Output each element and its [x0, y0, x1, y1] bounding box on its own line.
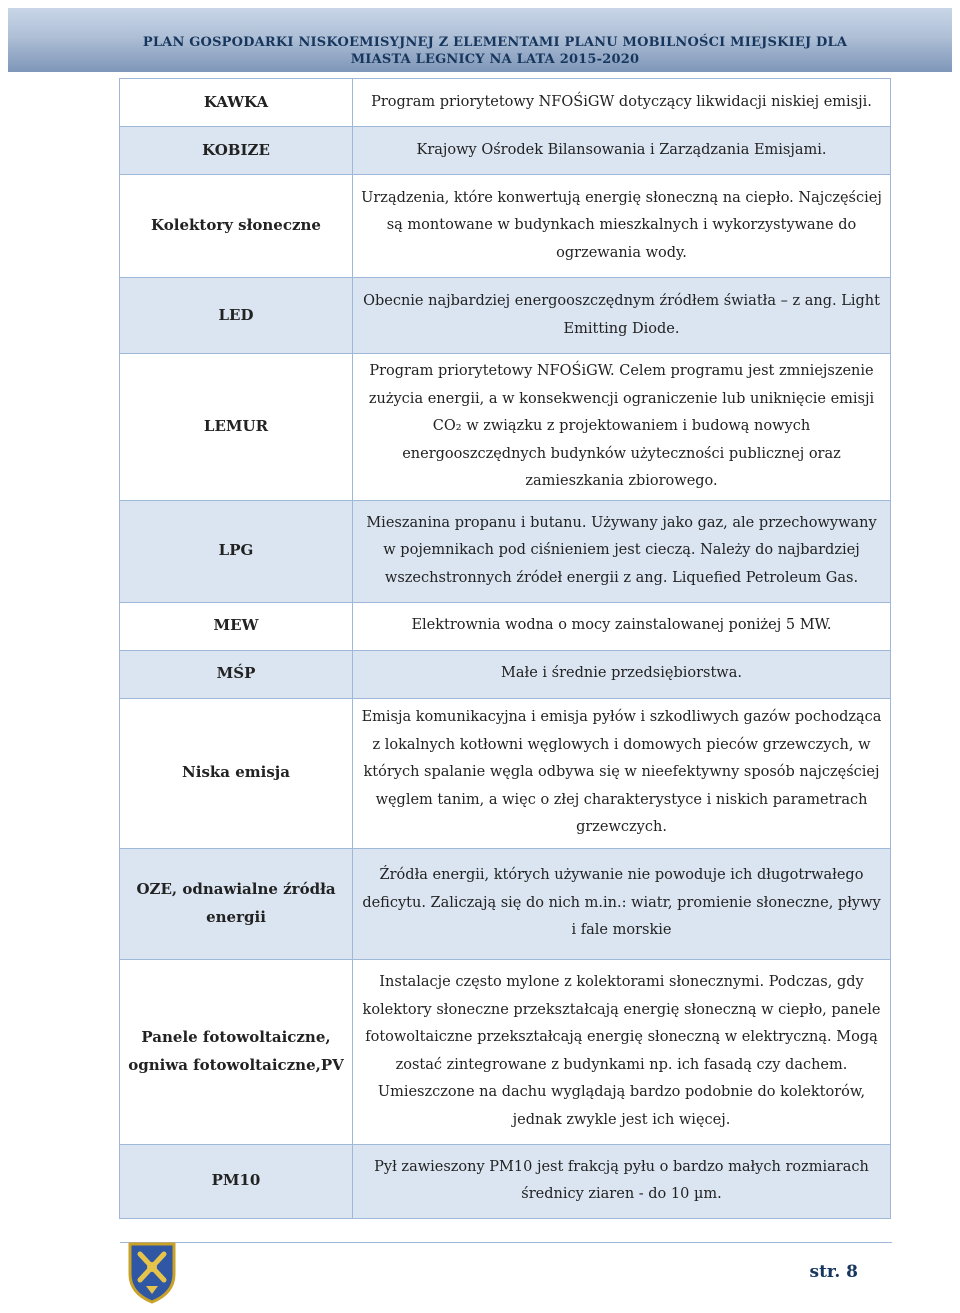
table-row: [120, 175, 891, 278]
definition-cell: Pył zawieszony PM10 jest frakcją pyłu o bardzo małych rozmiarach średnicy ziaren - do 10 µm.: [353, 1144, 891, 1218]
term-cell: Panele fotowoltaiczne, ogniwa fotowoltaiczne,PV: [120, 959, 353, 1144]
definition-cell: Elektrownia wodna o mocy zainstalowanej poniżej 5 MW.: [353, 602, 891, 650]
term-cell: Kolektory słoneczne: [120, 175, 353, 278]
table-row: [120, 650, 891, 698]
term-cell: MEW: [120, 602, 353, 650]
table-row: [120, 698, 891, 848]
definition-cell: Instalacje często mylone z kolektorami słonecznymi. Podczas, gdy kolektory słoneczne przekształcają energię słoneczną w ciepło, panele fotowoltaiczne przekształcają energię słoneczną w elektryczną. Mogą zostać zintegrowane z budynkami np. ich fasadą czy dachem. Umieszczone na dachu wyglądają bardzo podobnie do kolektorów, jednak zwykle jest ich więcej.: [353, 959, 891, 1144]
table-row: [120, 127, 891, 175]
term-cell: OZE, odnawialne źródła energii: [120, 848, 353, 959]
table-row: [120, 500, 891, 602]
page-number: str. 8: [809, 1262, 858, 1282]
term-cell: LED: [120, 278, 353, 354]
term-cell: Niska emisja: [120, 698, 353, 848]
term-cell: PM10: [120, 1144, 353, 1218]
definition-cell: Program priorytetowy NFOŚiGW. Celem programu jest zmniejszenie zużycia energii, a w konsekwencji ograniczenie lub uniknięcie emisji CO₂ w związku z projektowaniem i budową nowych energooszczędnych budynków użyteczności publicznej oraz zamieszkania zbiorowego.: [353, 354, 891, 501]
term-cell: MŚP: [120, 650, 353, 698]
term-cell: KAWKA: [120, 79, 353, 127]
definition-cell: Krajowy Ośrodek Bilansowania i Zarządzania Emisjami.: [353, 127, 891, 175]
document-title-line2: MIASTA LEGNICY NA LATA 2015-2020: [350, 52, 640, 67]
table-row: [120, 848, 891, 959]
definition-cell: Mieszanina propanu i butanu. Używany jako gaz, ale przechowywany w pojemnikach pod ciśnieniem jest cieczą. Należy do najbardziej wszechstronnych źródeł energii z ang. Liquefied Petroleum Gas.: [353, 500, 891, 602]
footer-divider: [120, 1242, 892, 1243]
definition-cell: Program priorytetowy NFOŚiGW dotyczący likwidacji niskiej emisji.: [353, 79, 891, 127]
term-cell: LPG: [120, 500, 353, 602]
document-title-line1: PLAN GOSPODARKI NISKOEMISYJNEJ Z ELEMENTAMI PLANU MOBILNOŚCI MIEJSKIEJ DLA: [142, 35, 848, 50]
definition-cell: Emisja komunikacyjna i emisja pyłów i szkodliwych gazów pochodząca z lokalnych kotłowni węglowych i domowych pieców grzewczych, w których spalanie węgla odbywa się w nieefektywny sposób najczęściej węglem tanim, a więc o złej charakterystyce i niskich parametrach grzewczych.: [353, 698, 891, 848]
term-cell: KOBIZE: [120, 127, 353, 175]
table-row: [120, 602, 891, 650]
term-cell: LEMUR: [120, 354, 353, 501]
table-row: [120, 1144, 891, 1218]
definition-cell: Małe i średnie przedsiębiorstwa.: [353, 650, 891, 698]
table-row: [120, 278, 891, 354]
city-coat-of-arms-icon: [126, 1240, 178, 1304]
table-row: [120, 79, 891, 127]
document-title: [0, 34, 960, 68]
definition-cell: Urządzenia, które konwertują energię słoneczną na ciepło. Najczęściej są montowane w budynkach mieszkalnych i wykorzystywane do ogrzewania wody.: [353, 175, 891, 278]
table-row: [120, 354, 891, 501]
table-row: [120, 959, 891, 1144]
glossary-table: [119, 78, 891, 1219]
definition-cell: Obecnie najbardziej energooszczędnym źródłem światła – z ang. Light Emitting Diode.: [353, 278, 891, 354]
definition-cell: Źródła energii, których używanie nie powoduje ich długotrwałego deficytu. Zaliczają się do nich m.in.: wiatr, promienie słoneczne, pływy i fale morskie: [353, 848, 891, 959]
